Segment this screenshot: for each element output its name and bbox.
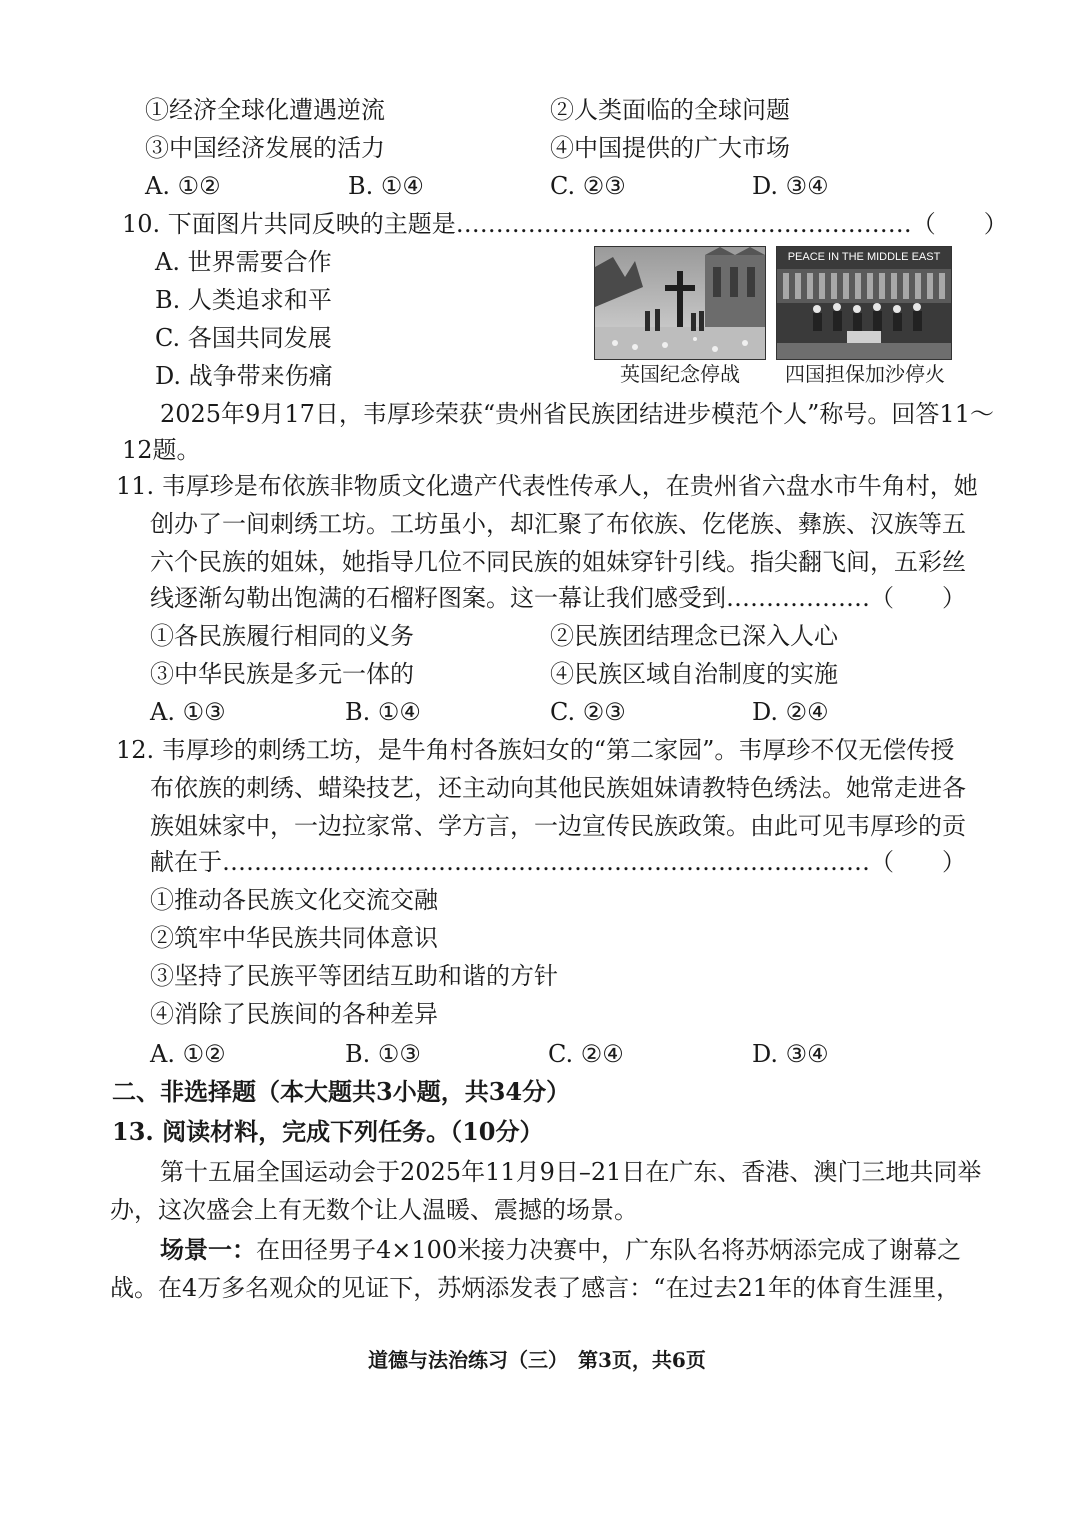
q9-item-1: ①经济全球化遭遇逆流: [145, 96, 385, 124]
q12-line-4: 献在于………………………………………………………………………（ ）: [150, 848, 966, 876]
q9-choice-c: C. ②③: [550, 172, 626, 200]
q13-scene-label: 场景一：: [160, 1235, 256, 1264]
summit-banner-text: PEACE IN THE MIDDLE EAST: [787, 251, 941, 263]
q10-stem: 10. 下面图片共同反映的主题是…………………………………………………（ ）: [122, 210, 1008, 238]
q13-scene1-line2: 战。在4万多名观众的见证下，苏炳添发表了感言：“在过去21年的体育生涯里，: [110, 1274, 961, 1302]
q9-item-2: ②人类面临的全球问题: [550, 96, 790, 124]
q9-item-4: ④中国提供的广大市场: [550, 134, 790, 162]
q9-choice-b: B. ①④: [348, 172, 424, 200]
q11-line-1: 11. 韦厚珍是布依族非物质文化遗产代表性传承人，在贵州省六盘水市牛角村，她: [116, 472, 978, 500]
q11-choice-d: D. ②④: [752, 698, 829, 726]
q12-item-4: ④消除了民族间的各种差异: [150, 1000, 438, 1028]
intro-line-2: 12题。: [122, 436, 201, 464]
q12-item-3: ③坚持了民族平等团结互助和谐的方针: [150, 962, 558, 990]
memorial-photo: [594, 246, 766, 360]
q12-choice-b: B. ①③: [345, 1040, 421, 1068]
q10-option-b: B. 人类追求和平: [155, 286, 332, 314]
q11-item-2: ②民族团结理念已深入人心: [550, 622, 838, 650]
q12-choice-a: A. ①②: [150, 1040, 226, 1068]
q13-scene1-line1: [160, 1234, 961, 1266]
q10-option-c: C. 各国共同发展: [155, 324, 332, 352]
q13-stem: 13. 阅读材料，完成下列任务。（10分）: [112, 1117, 544, 1146]
q11-line-2: 创办了一间刺绣工坊。工坊虽小，却汇聚了布依族、仡佬族、彝族、汉族等五: [150, 510, 966, 538]
q12-line-3: 族姐妹家中，一边拉家常、学方言，一边宣传民族政策。由此可见韦厚珍的贡: [150, 812, 966, 840]
q12-choice-d: D. ③④: [752, 1040, 829, 1068]
q9-item-3: ③中国经济发展的活力: [145, 134, 385, 162]
q13-para1-line1: 第十五届全国运动会于2025年11月9日–21日在广东、香港、澳门三地共同举: [160, 1158, 982, 1186]
q13-scene-text: 在田径男子4×100米接力决赛中，广东队名将苏炳添完成了谢幕之: [256, 1236, 962, 1264]
q11-choice-b: B. ①④: [345, 698, 421, 726]
q11-line-4: 线逐渐勾勒出饱满的石榴籽图案。这一幕让我们感受到………………（ ）: [150, 584, 966, 612]
page-footer: 道德与法治练习（三） 第3页，共6页: [368, 1348, 706, 1372]
intro-line-1: 2025年9月17日，韦厚珍荣获“贵州省民族团结进步模范个人”称号。回答11～: [160, 400, 994, 428]
q10-option-a: A. 世界需要合作: [155, 248, 332, 276]
q11-choice-c: C. ②③: [550, 698, 626, 726]
q12-line-2: 布依族的刺绣、蜡染技艺，还主动向其他民族姐妹请教特色绣法。她常走进各: [150, 774, 966, 802]
q11-line-3: 六个民族的姐妹，她指导几位不同民族的姐妹穿针引线。指尖翻飞间，五彩丝: [150, 548, 966, 576]
summit-photo: [776, 246, 952, 360]
q11-choice-a: A. ①③: [150, 698, 226, 726]
q10-option-d: D. 战争带来伤痛: [155, 362, 333, 390]
caption-summit: 四国担保加沙停火: [785, 362, 945, 386]
q11-item-3: ③中华民族是多元一体的: [150, 660, 414, 688]
q11-item-4: ④民族区域自治制度的实施: [550, 660, 838, 688]
caption-memorial: 英国纪念停战: [620, 362, 740, 386]
q12-line-1: 12. 韦厚珍的刺绣工坊，是牛角村各族妇女的“第二家园”。韦厚珍不仅无偿传授: [116, 736, 955, 764]
q13-para1-line2: 办，这次盛会上有无数个让人温暖、震撼的场景。: [110, 1196, 638, 1224]
q9-choice-a: A. ①②: [145, 172, 221, 200]
q11-item-1: ①各民族履行相同的义务: [150, 622, 414, 650]
q12-item-1: ①推动各民族文化交流交融: [150, 886, 438, 914]
q12-choice-c: C. ②④: [548, 1040, 624, 1068]
section-2-heading: 二、非选择题（本大题共3小题，共34分）: [112, 1077, 571, 1106]
q9-choice-d: D. ③④: [752, 172, 829, 200]
q12-item-2: ②筑牢中华民族共同体意识: [150, 924, 438, 952]
